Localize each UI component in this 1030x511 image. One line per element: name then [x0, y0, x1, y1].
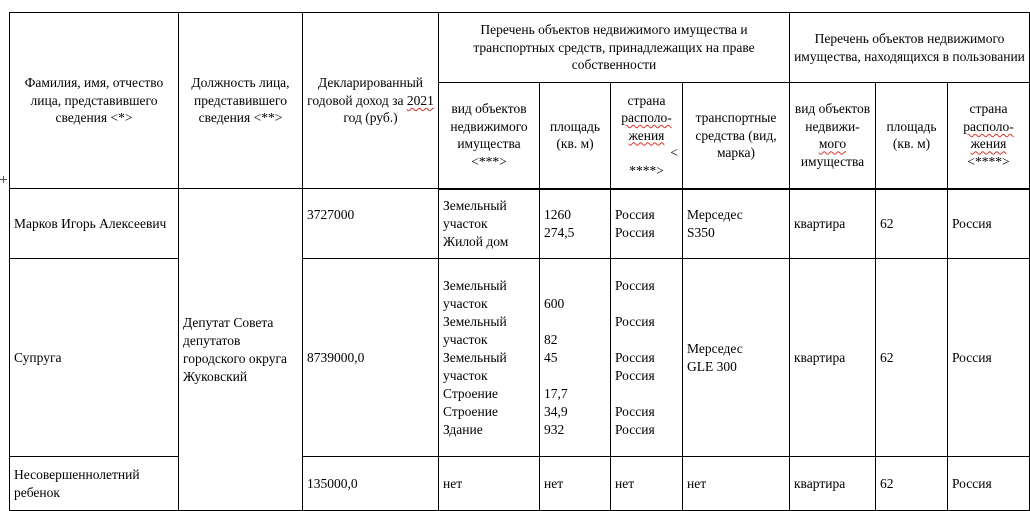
table-move-handle-icon[interactable] — [0, 176, 7, 183]
vehicles: Мерседес GLE 300 — [683, 259, 790, 457]
used-area: 62 — [876, 457, 948, 511]
used-country: Россия — [948, 457, 1030, 511]
header-used-type: вид объектов недвижи- мого имущества — [790, 83, 876, 189]
used-type: квартира — [790, 189, 876, 259]
header-used-country: страна располо- жения <****> — [948, 83, 1030, 189]
vehicles: нет — [683, 457, 790, 511]
spellcheck-underline: 2021 — [406, 92, 434, 108]
header-owned-area: площадь (кв. м) — [540, 83, 611, 189]
used-type: квартира — [790, 259, 876, 457]
header-used-group: Перечень объектов недвижимого имущества, находящихся в пользовании — [790, 13, 1030, 83]
owned-areas: 1260 274,5 — [540, 189, 611, 259]
owned-countries: Россия Россия — [611, 189, 683, 259]
declared-income: 3727000 — [303, 189, 439, 259]
owned-areas: нет — [540, 457, 611, 511]
header-owned-group: Перечень объектов недвижимого имущества и транспортных средств, принадлежащих на праве собственности — [439, 13, 790, 83]
position-cell: Депутат Совета депутатов городского округа Жуковский — [179, 189, 303, 511]
used-country: Россия — [948, 259, 1030, 457]
used-area: 62 — [876, 259, 948, 457]
owned-types: нет — [439, 457, 540, 511]
header-owned-country: страна располо- жения < ****> — [611, 83, 683, 189]
used-area: 62 — [876, 189, 948, 259]
header-owned-type: вид объектов недвижимого имущества <***> — [439, 83, 540, 189]
vehicles: Мерседес S350 — [683, 189, 790, 259]
owned-types: Земельный участок Земельный участок Земельный участок Строение Строение Здание — [439, 259, 540, 457]
owned-types: Земельный участок Жилой дом — [439, 189, 540, 259]
table-row — [10, 259, 1030, 457]
owned-areas: 600 82 45 17,7 34,9 932 — [540, 259, 611, 457]
declared-income: 8739000,0 — [303, 259, 439, 457]
used-country: Россия — [948, 189, 1030, 259]
header-vehicles: транспортные средства (вид, марка) — [683, 83, 790, 189]
person-name: Марков Игорь Алексеевич — [10, 189, 179, 259]
income-property-table — [9, 12, 1030, 511]
header-used-area: площадь (кв. м) — [876, 83, 948, 189]
table-row — [10, 189, 1030, 259]
declaration-document — [9, 12, 1030, 511]
person-name: Супруга — [10, 259, 179, 457]
person-name: Несовершеннолетний ребенок — [10, 457, 179, 511]
header-name: Фамилия, имя, отчество лица, представившего сведения <*> — [10, 13, 179, 189]
owned-countries: нет — [611, 457, 683, 511]
used-type: квартира — [790, 457, 876, 511]
declared-income: 135000,0 — [303, 457, 439, 511]
owned-countries: Россия Россия Россия Россия Россия Россия — [611, 259, 683, 457]
header-position: Должность лица, представившего сведения <**> — [179, 13, 303, 189]
header-income: Декларированный годовой доход за 2021 год (руб.) — [303, 13, 439, 189]
table-row — [10, 457, 1030, 511]
